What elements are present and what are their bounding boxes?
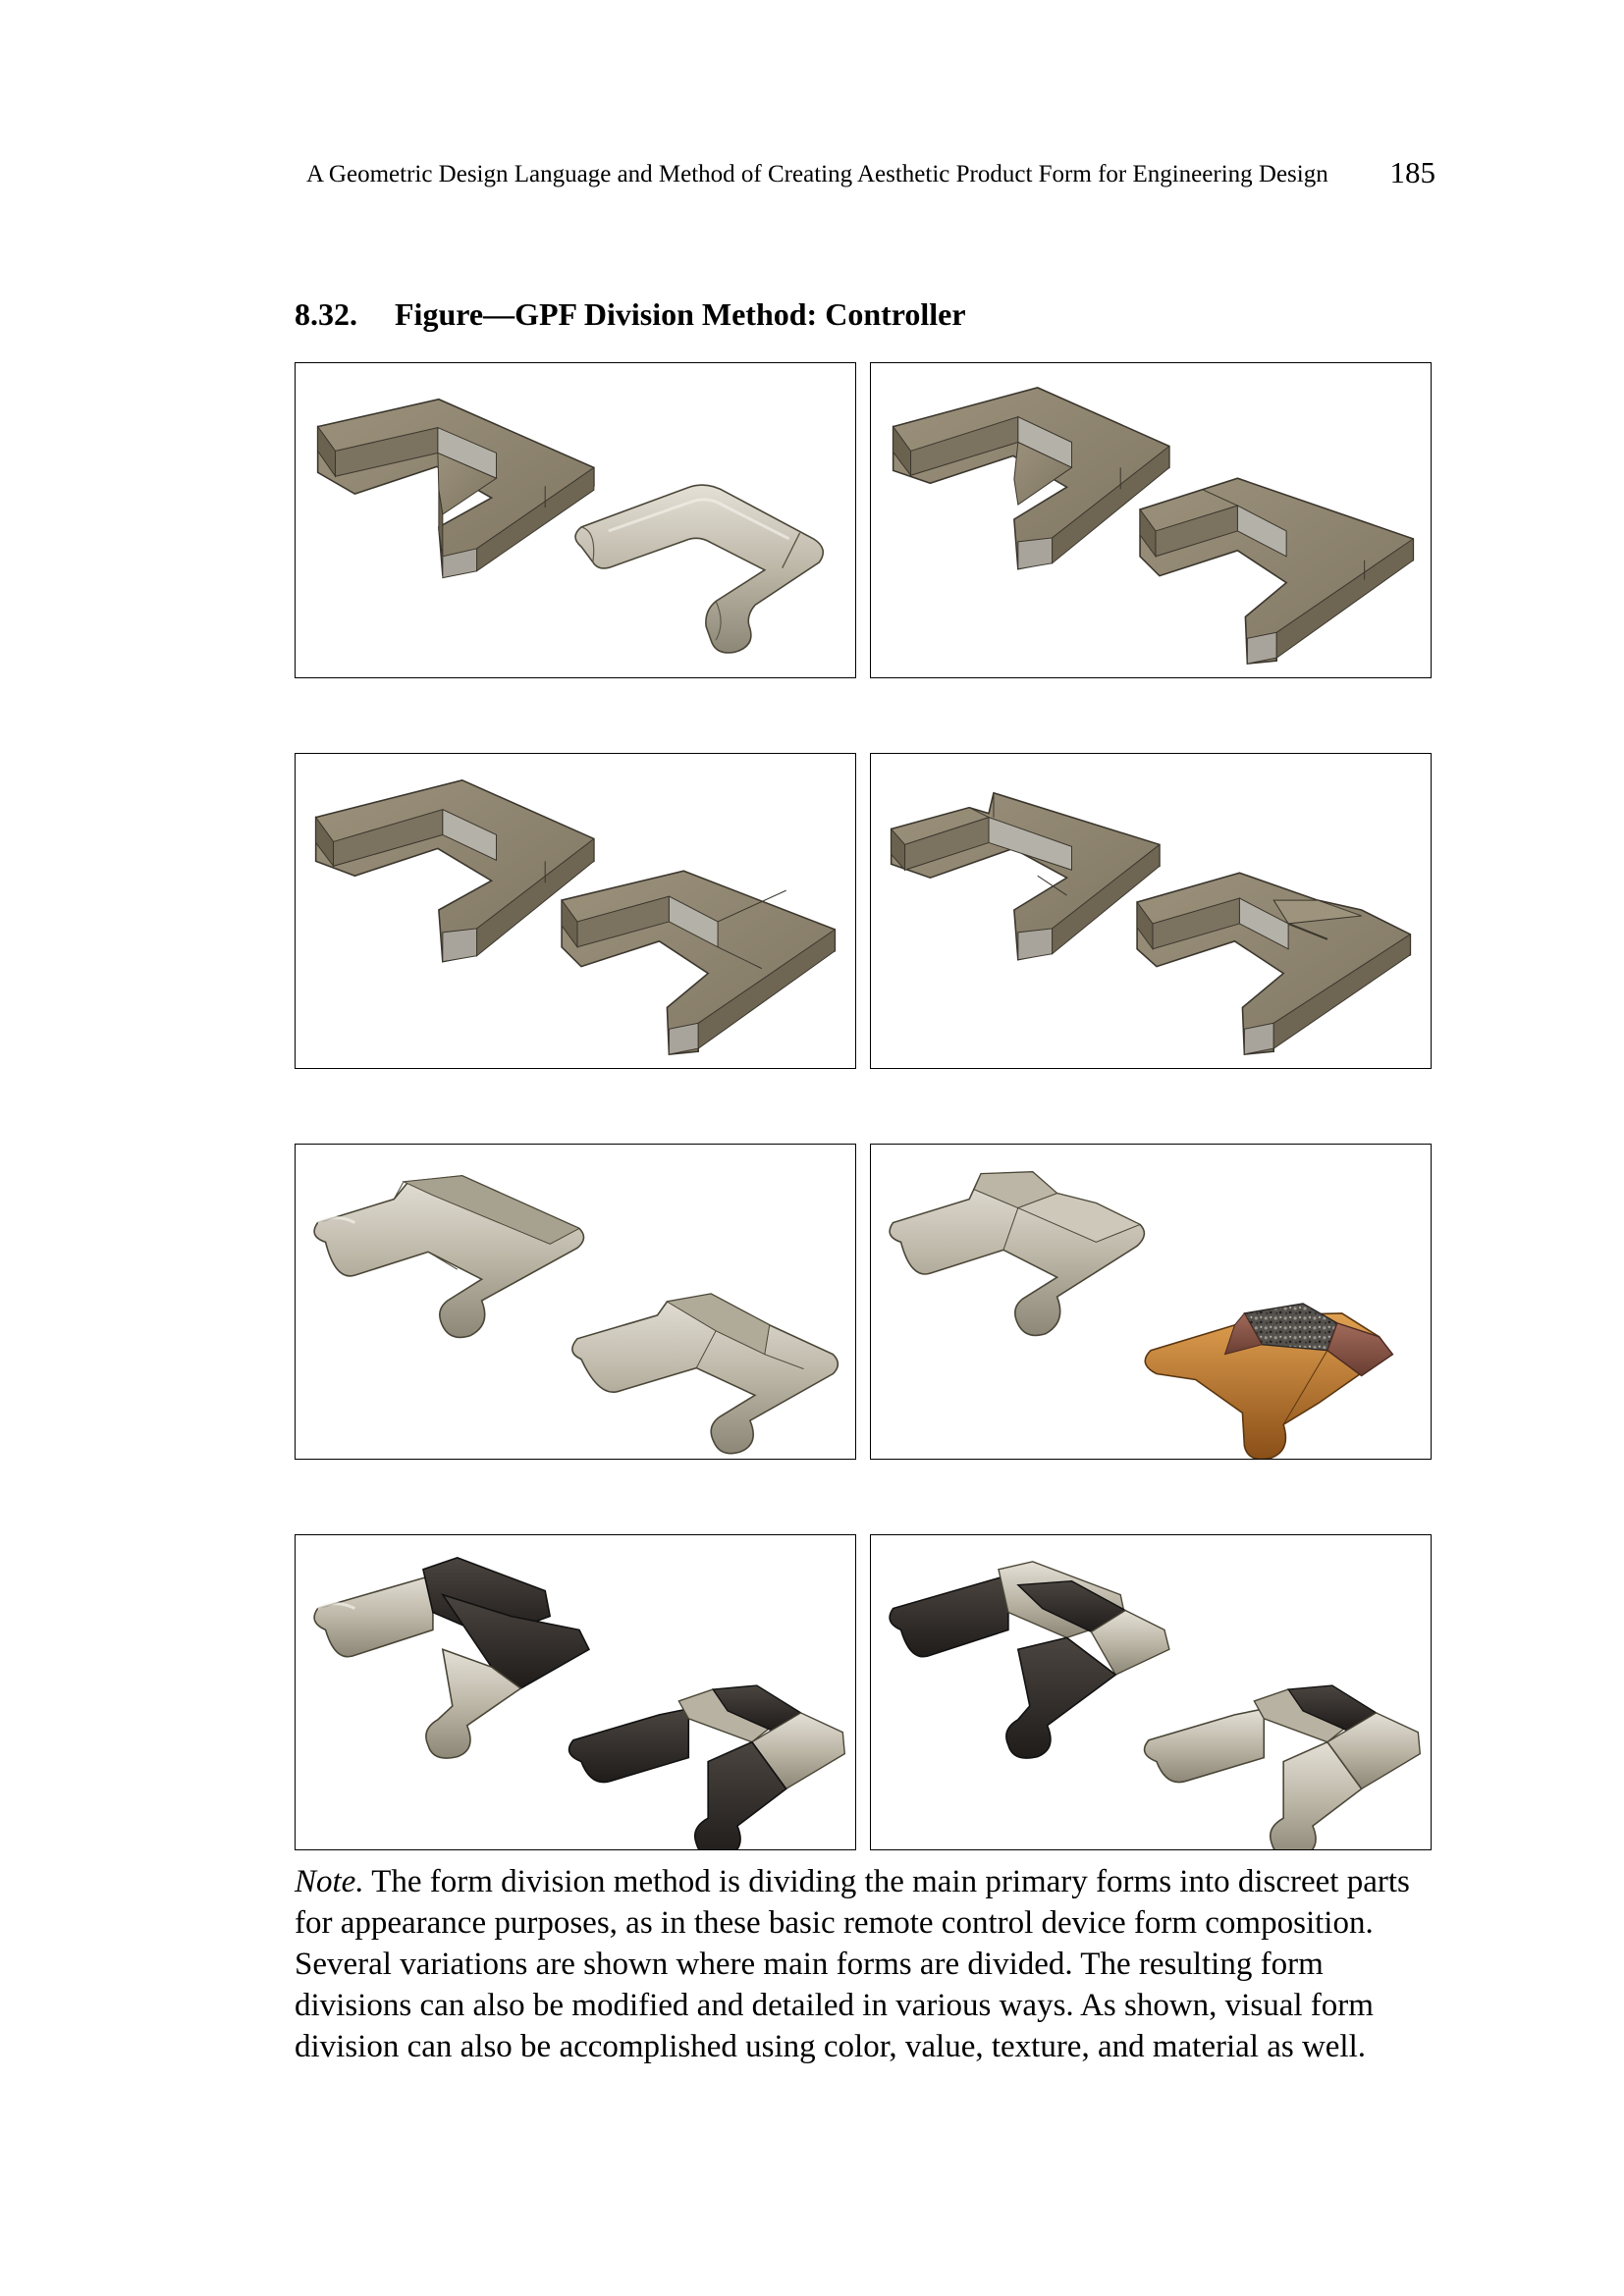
figure-panel-3 bbox=[295, 753, 856, 1069]
running-head bbox=[306, 155, 1435, 194]
controller-render-2 bbox=[871, 363, 1431, 677]
controller-render-7 bbox=[296, 1535, 855, 1849]
note-line-1: The form division method is dividing the main primary forms into discreet parts bbox=[363, 1864, 1410, 1899]
figure-panel-6 bbox=[870, 1144, 1432, 1460]
figure-panel-4 bbox=[870, 753, 1432, 1069]
page-number: 185 bbox=[1389, 155, 1435, 189]
figure-heading bbox=[295, 296, 966, 333]
controller-render-5 bbox=[296, 1145, 855, 1459]
controller-render-3 bbox=[296, 754, 855, 1068]
figure-number: 8.32. bbox=[295, 296, 357, 332]
note-lead: Note. bbox=[295, 1864, 364, 1899]
controller-render-1 bbox=[296, 363, 855, 677]
controller-render-8 bbox=[871, 1535, 1431, 1849]
figure-panel-7 bbox=[295, 1534, 856, 1850]
controller-render-6 bbox=[871, 1145, 1431, 1459]
controller-render-4 bbox=[871, 754, 1431, 1068]
figure-panel-8 bbox=[870, 1534, 1432, 1850]
figure-note bbox=[295, 1861, 1453, 2067]
note-line-4: divisions can also be modified and detailed in various ways. As shown, visual form bbox=[295, 1988, 1374, 2023]
running-title: A Geometric Design Language and Method of Creating Aesthetic Product Form for Engineering Design bbox=[306, 161, 1328, 187]
note-line-2: for appearance purposes, as in these basic remote control device form composition. bbox=[295, 1905, 1374, 1941]
figure-panel-2 bbox=[870, 362, 1432, 678]
figure-title: Figure—GPF Division Method: Controller bbox=[395, 296, 966, 332]
figure-panel-1 bbox=[295, 362, 856, 678]
figure-panel-5 bbox=[295, 1144, 856, 1460]
note-line-5: division can also be accomplished using color, value, texture, and material as well. bbox=[295, 2029, 1367, 2064]
note-line-3: Several variations are shown where main forms are divided. The resulting form bbox=[295, 1947, 1324, 1982]
